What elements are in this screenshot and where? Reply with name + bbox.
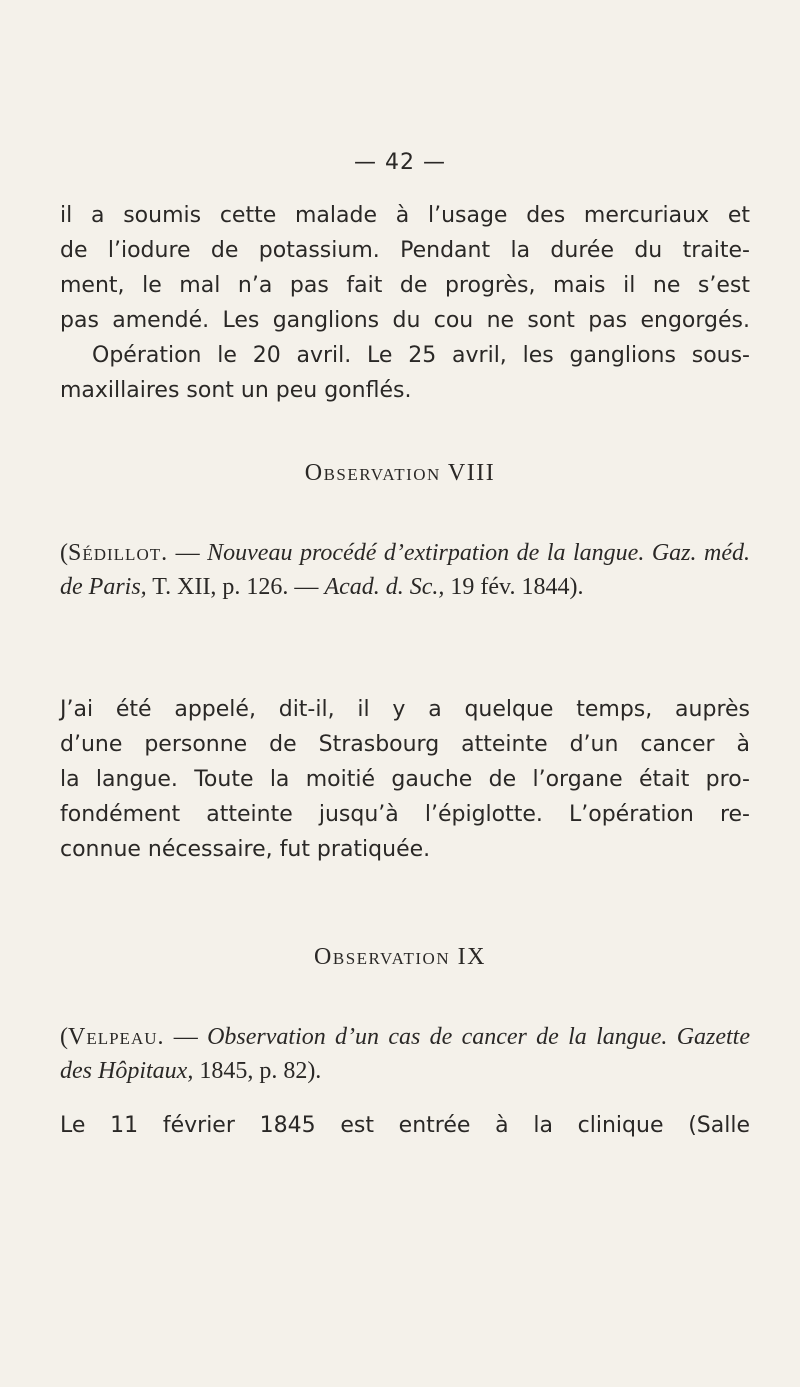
- ref-open: (: [60, 540, 68, 566]
- observation-9-body: [60, 1108, 750, 1143]
- observation-8-reference: [60, 536, 750, 604]
- text-line: il a soumis cette malade à l’usage des mercuriaux et: [60, 203, 750, 228]
- ref-dash: —: [168, 540, 208, 566]
- observation-9-reference: [60, 1020, 750, 1088]
- observation-8-heading: Observation VIII: [304, 460, 496, 486]
- text-line: Le 11 février 1845 est entrée à la clinique (Salle: [60, 1113, 750, 1138]
- ref-date: 19 fév. 1844).: [444, 574, 584, 600]
- text-line: d’une personne de Strasbourg atteinte d’un cancer à: [60, 732, 750, 757]
- ref-journal: Gaz. méd. de Paris,: [60, 540, 751, 600]
- ref-dash: —: [164, 1024, 208, 1050]
- text-line: connue nécessaire, fut pratiquée.: [60, 837, 431, 862]
- text-line: ment, le mal n’a pas fait de progrès, mais il ne s’est: [60, 273, 750, 298]
- ref-details: 1845, p. 82).: [193, 1058, 322, 1084]
- text-line: fondément atteinte jusqu’à l’épiglotte. L’opération re-: [60, 802, 750, 827]
- text-line: J’ai été appelé, dit-il, il y a quelque temps, auprès: [60, 697, 750, 722]
- observation-8-body: [60, 692, 750, 867]
- text-line: de l’iodure de potassium. Pendant la durée du traite-: [60, 238, 750, 263]
- ref-open: (: [60, 1024, 68, 1050]
- text-line: pas amendé. Les ganglions du cou ne sont pas engorgés.: [60, 308, 750, 333]
- ref-title: Nouveau procédé d’extirpation de la langue.: [207, 540, 645, 566]
- ref-title: Observation d’un cas de cancer de la langue.: [207, 1024, 668, 1050]
- ref-author: Velpeau.: [68, 1024, 165, 1050]
- text-line: Opération le 20 avril. Le 25 avril, les ganglions sous-: [92, 343, 750, 368]
- paragraph-continuation: [60, 198, 750, 408]
- text-line: maxillaires sont un peu gonflés.: [60, 378, 412, 403]
- text-line: la langue. Toute la moitié gauche de l’organe était pro-: [60, 767, 750, 792]
- ref-acad: Acad. d. Sc.,: [324, 574, 445, 600]
- ref-details: T. XII, p. 126. —: [146, 574, 319, 600]
- page-number: — 42 —: [354, 150, 446, 175]
- ref-author: Sédillot.: [68, 540, 169, 566]
- observation-9-heading: Observation IX: [314, 944, 486, 970]
- ref-journal: Gazette des Hôpitaux,: [60, 1024, 750, 1084]
